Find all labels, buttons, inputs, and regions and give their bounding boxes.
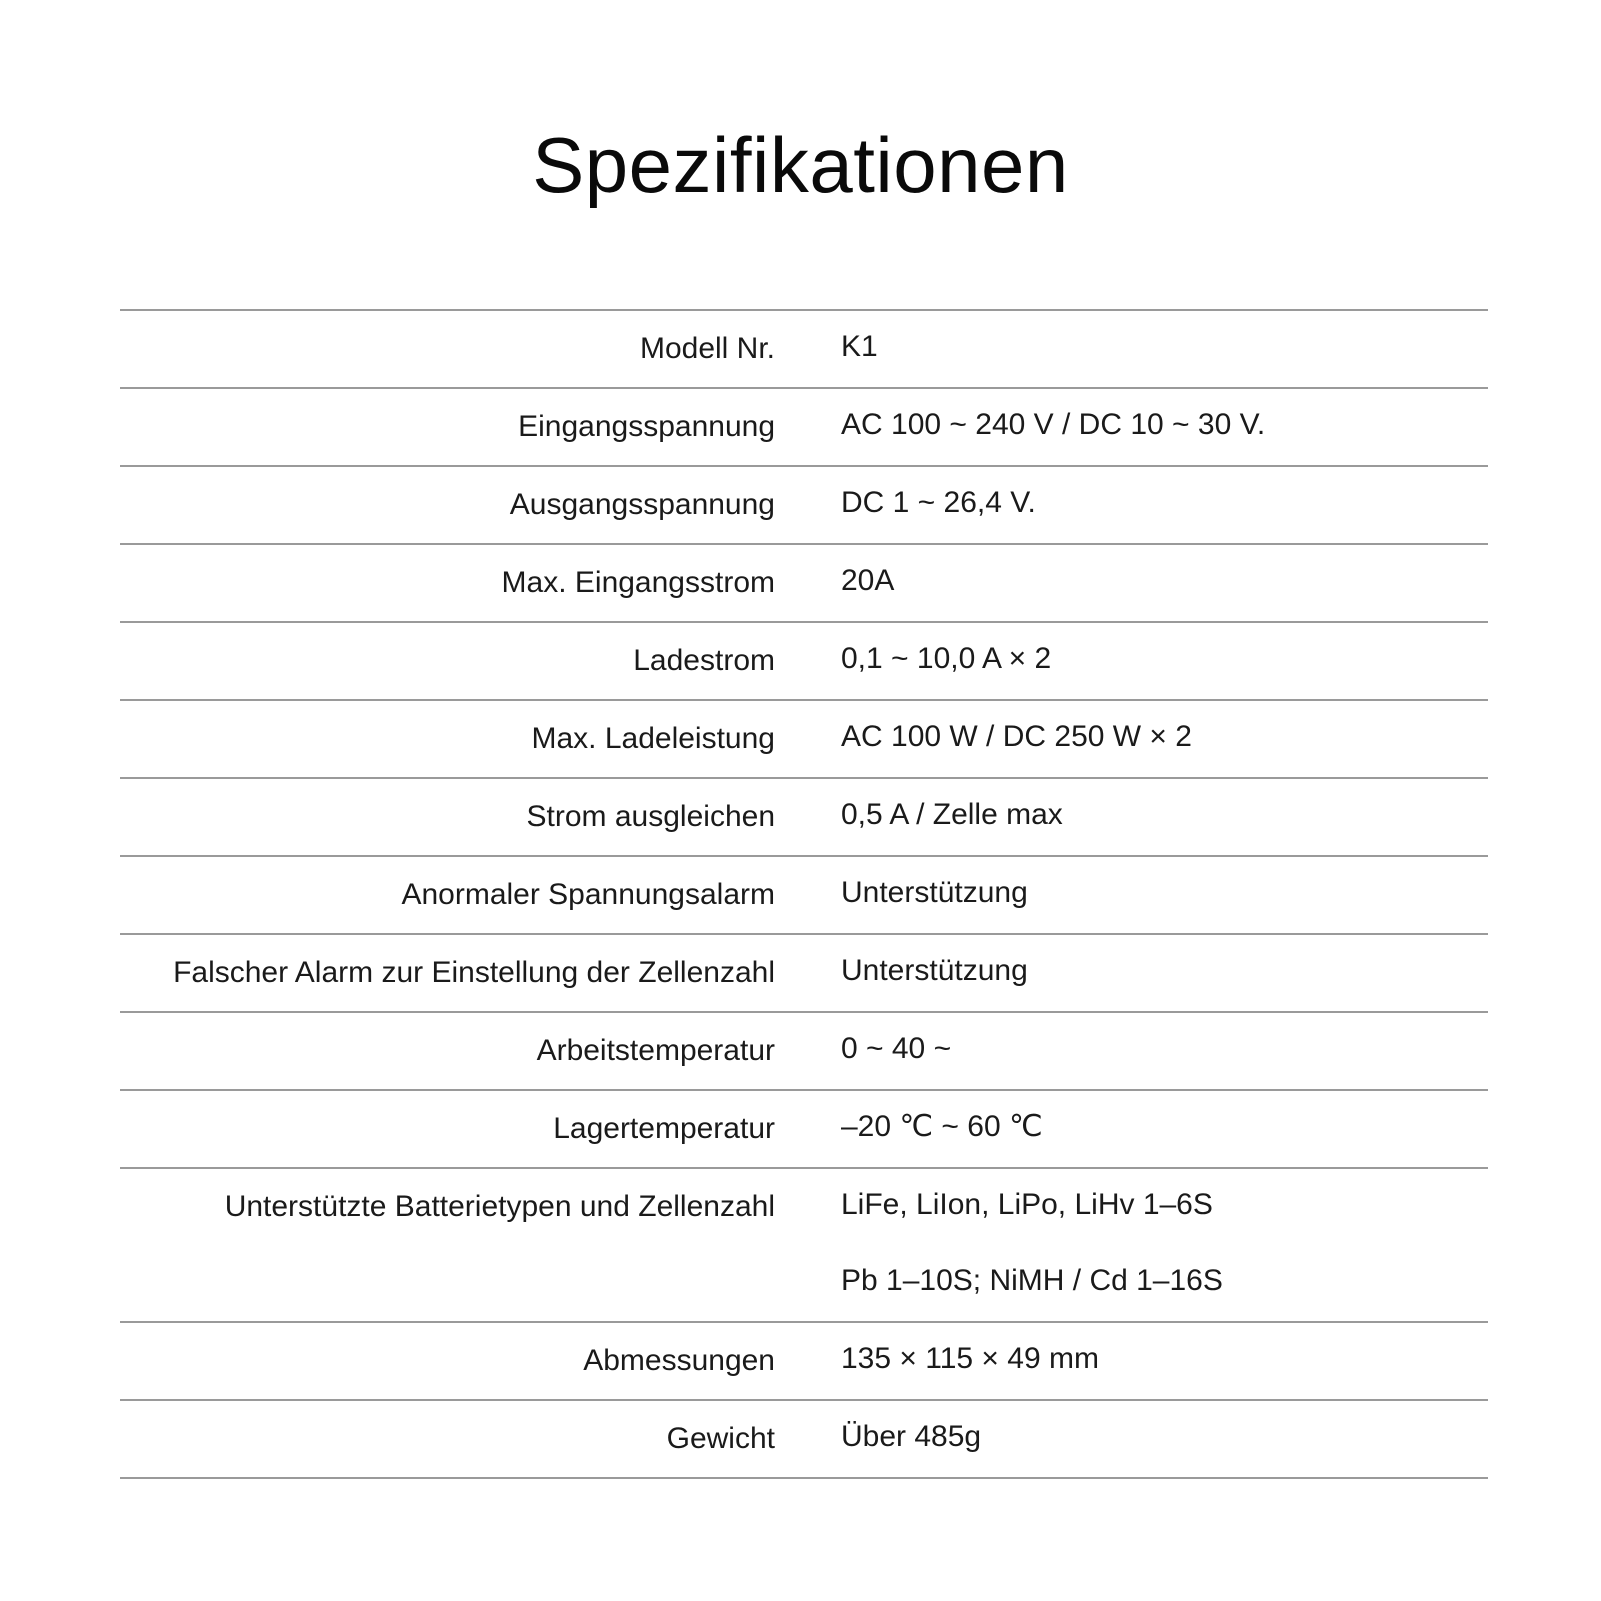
spec-label: Arbeitstemperatur — [536, 1034, 775, 1067]
spec-row — [120, 1013, 1488, 1091]
spec-value-cell — [775, 1169, 1488, 1321]
spec-row — [120, 467, 1488, 545]
spec-row — [120, 857, 1488, 935]
spec-value: Über 485g — [841, 1420, 982, 1453]
spec-value-cell — [775, 1323, 1488, 1399]
spec-label: Strom ausgleichen — [526, 800, 775, 833]
spec-value: LiFe, LiIon, LiPo, LiHv 1–6S — [841, 1188, 1213, 1221]
spec-value: Pb 1–10S; NiMH / Cd 1–16S — [841, 1264, 1223, 1297]
spec-label: Max. Eingangsstrom — [501, 566, 775, 599]
spec-value-cell — [775, 545, 1488, 621]
spec-value-cell — [775, 779, 1488, 855]
spec-value-cell — [775, 623, 1488, 699]
spec-row — [120, 545, 1488, 623]
spec-value: 0,5 A / Zelle max — [841, 798, 1063, 831]
page-title: Spezifikationen — [532, 121, 1069, 209]
spec-row — [120, 1169, 1488, 1323]
spec-row — [120, 779, 1488, 857]
spec-value-cell — [775, 467, 1488, 543]
spec-row — [120, 701, 1488, 779]
spec-row — [120, 1323, 1488, 1401]
spec-value-cell — [775, 1091, 1488, 1167]
spec-value-cell — [775, 935, 1488, 1011]
spec-value-cell — [775, 1013, 1488, 1089]
spec-label: Anormaler Spannungsalarm — [401, 878, 775, 911]
spec-row — [120, 389, 1488, 467]
spec-row — [120, 1401, 1488, 1479]
spec-value: K1 — [841, 330, 878, 363]
spec-row — [120, 935, 1488, 1013]
spec-label: Max. Ladeleistung — [531, 722, 775, 755]
spec-label: Gewicht — [666, 1422, 775, 1455]
spec-value: AC 100 ~ 240 V / DC 10 ~ 30 V. — [841, 408, 1266, 441]
spec-row — [120, 623, 1488, 701]
spec-row — [120, 311, 1488, 389]
spec-value: –20 ℃ ~ 60 ℃ — [841, 1110, 1043, 1143]
spec-value-cell — [775, 389, 1488, 465]
spec-value-cell — [775, 1401, 1488, 1477]
spec-value: DC 1 ~ 26,4 V. — [841, 486, 1036, 519]
spec-value: AC 100 W / DC 250 W × 2 — [841, 720, 1192, 753]
spec-label: Ausgangsspannung — [509, 488, 775, 521]
spec-label: Eingangsspannung — [518, 410, 775, 443]
spec-label: Falscher Alarm zur Einstellung der Zellenzahl — [173, 956, 775, 989]
spec-value: 0,1 ~ 10,0 A × 2 — [841, 642, 1052, 675]
spec-label: Lagertemperatur — [553, 1112, 775, 1145]
spec-value-cell — [775, 857, 1488, 933]
spec-value: 135 × 115 × 49 mm — [841, 1342, 1099, 1375]
spec-value: Unterstützung — [841, 954, 1028, 987]
spec-value: 0 ~ 40 ~ — [841, 1032, 952, 1065]
spec-value: 20A — [841, 564, 895, 597]
spec-label: Ladestrom — [633, 644, 775, 677]
spec-table — [120, 309, 1488, 1479]
spec-row — [120, 1091, 1488, 1169]
spec-label: Unterstützte Batterietypen und Zellenzahl — [224, 1190, 775, 1223]
spec-label: Modell Nr. — [639, 332, 775, 365]
spec-label: Abmessungen — [583, 1344, 775, 1377]
spec-value-cell — [775, 311, 1488, 387]
spec-value-cell — [775, 701, 1488, 777]
spec-value: Unterstützung — [841, 876, 1028, 909]
